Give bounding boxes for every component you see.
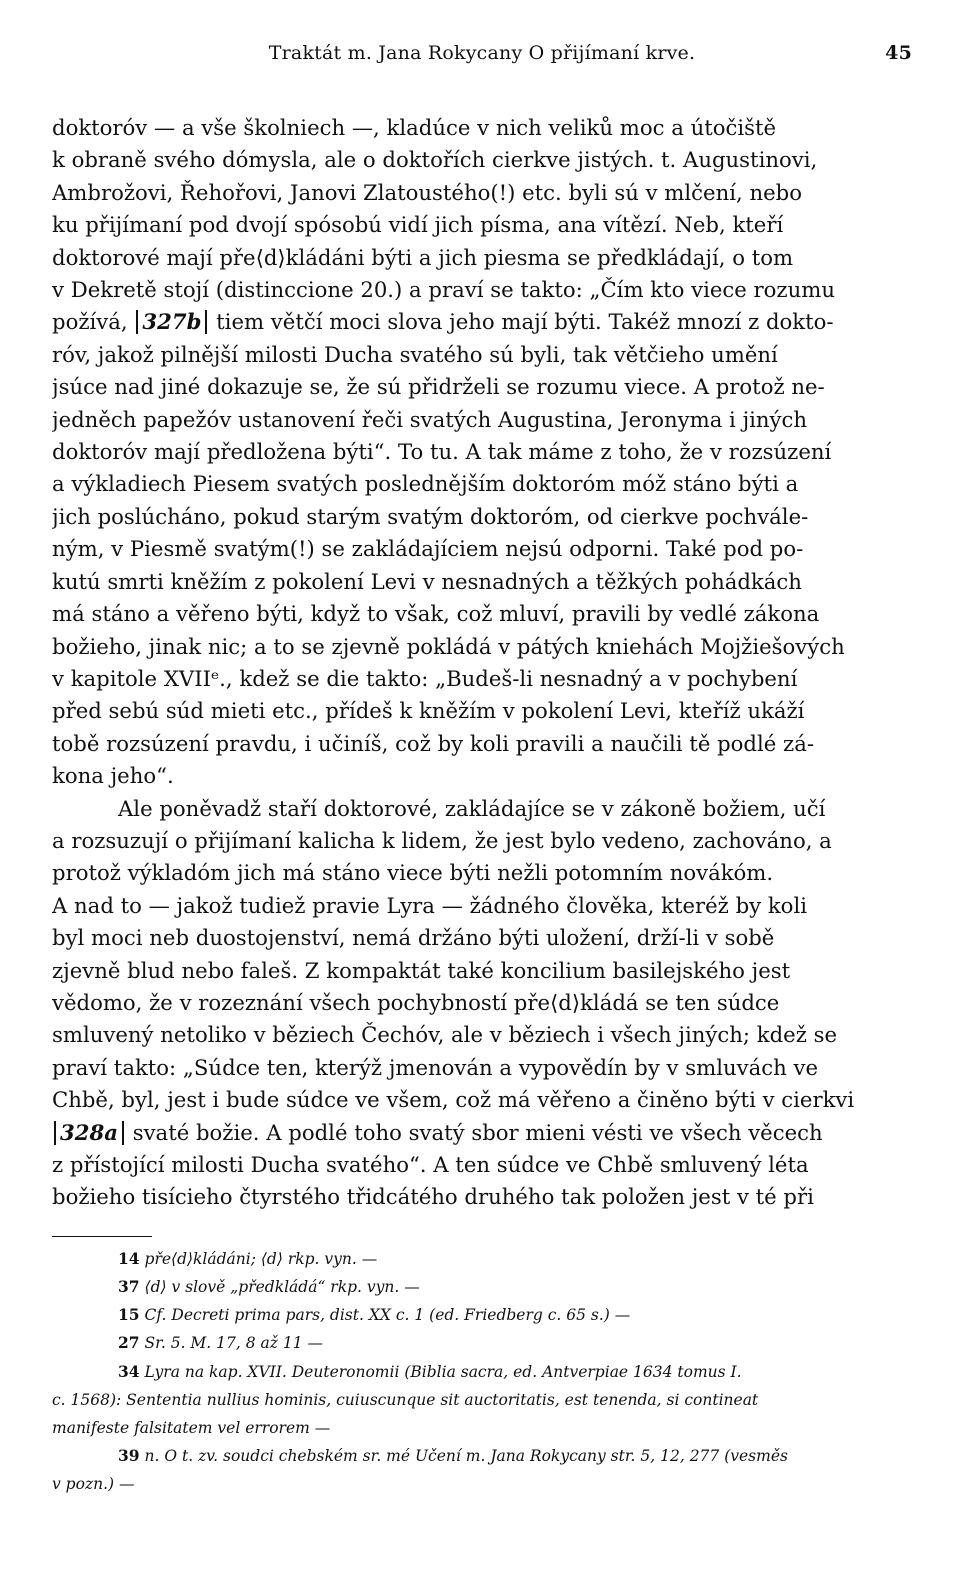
footnote-number: 37 [118,1277,140,1297]
text-line: róv, jakož pilnější milosti Ducha svatého sú byli, tak větčieho umění [52,341,778,367]
footnote-text: Lyra na kap. XVII. Deuteronomii (Biblia sacra, ed. Antverpiae 1634 tomus I. [144,1362,742,1381]
footnote-text: Sr. 5. M. 17, 8 až 11 — [144,1334,323,1353]
text-line: před sebú súd mieti etc., přídeš k kněžím v pokolení Levi, kteříž ukáží [52,698,805,724]
text-line: doktoróv — a vše školniech —, kladúce v nich veliků moc a útočiště [52,115,777,140]
footnote-divider [52,1236,152,1237]
footnote [52,1358,912,1386]
text-line: A nad to — jakož tudiež pravie Lyra — žádného člověka, kteréž by koli [52,892,807,918]
text-line: kona jeho“. [52,763,174,789]
footnote [52,1442,912,1470]
text-line [52,1117,912,1149]
footnote-continuation: c. 1568): Sententia nullius hominis, cuiuscunque sit auctoritatis, est tenenda, si contineat [52,1390,759,1409]
text-line: smluvený netoliko v běziech Čechóv, ale v běziech i všech jiných; kdež se [52,1022,838,1048]
running-header [52,36,912,76]
text-line: doktoróv mají předložena býti“. To tu. A tak máme z toho, že v rozsúzení [52,439,832,465]
text-line: a výkladiech Piesem svatých poslednějším doktoróm móž stáno býti a [52,471,799,497]
text-line: byl moci neb duostojenství, nemá držáno býti uložení, drží-li v sobě [52,925,775,951]
footnotes [52,1245,912,1499]
text-line: a rozsuzují o přijímaní kalicha k lidem, že jest bylo vedeno, zachováno, a [52,827,832,853]
text-line: tobě rozsúzení pravdu, i učiníš, což by koli pravili a naučili tě podlé zá- [52,730,814,756]
text-line: má stáno a věřeno býti, když to však, což mluví, pravili by vedlé zákona [52,601,820,627]
footnote-text: n. O t. zv. soudci chebském sr. mé Učení m. Jana Rokycany str. 5, 12, 277 (vesměs [144,1447,788,1466]
manuscript-folio-ref: 328a [54,1121,124,1145]
page-number: 45 [885,42,912,64]
manuscript-folio-ref: 327b [136,310,207,334]
text-line: jedněch papežóv ustanovení řeči svatých Augustina, Jeronyma i jiných [52,406,808,432]
text-line: z přístojící milosti Ducha svatého“. A ten súdce ve Chbě smluvený léta [52,1152,809,1177]
text-line: protož výkladóm jich má stáno viece býti nežli potomním novákóm. [52,860,774,886]
line-rest: tiem větčí moci slova jeho mají býti. Takéž mnozí z dokto- [216,309,834,335]
footnote-text: Cf. Decreti prima pars, dist. XX c. 1 (ed. Friedberg c. 65 s.) — [144,1306,631,1325]
text-line: kutú smrti kněžím z pokolení Levi v nesnadných a těžkých pohádkách [52,568,802,594]
footnote [52,1301,912,1329]
text-line: doktorové mají pře⟨d⟩kládáni býti a jich piesma se předkládají, o tom [52,244,794,270]
text-line: božieho, jinak nic; a to se zjevně pokládá v pátých kniehách Mojžiešových [52,633,845,659]
text-line: zjevně blud nebo faleš. Z kompaktát také koncilium basilejského jest [52,957,791,983]
text-line: jsúce nad jiné dokazuje se, že sú přidrželi se rozumu viece. A protož ne- [52,374,825,400]
footnote-text: ⟨d⟩ v slově „předkládá“ rkp. vyn. — [144,1278,420,1297]
paragraph-start-line: Ale poněvadž staří doktorové, zakládajíce se v zákoně božiem, učí [118,795,826,821]
text-line: ným, v Piesmě svatým(!) se zakládajíciem nejsú odporni. Také pod po- [52,536,804,562]
footnote-number: 27 [118,1333,140,1353]
text-line: vědomo, že v rozeznání všech pochybností pře⟨d⟩kládá se ten súdce [52,989,780,1015]
text-line: v Dekretě stojí (distinccione 20.) a praví se takto: „Čím kto viece rozumu [52,277,835,303]
footnote [52,1273,912,1301]
text-line: k obraně svého dómysla, ale o doktořích cierkve jistých. t. Augustinovi, [52,147,818,173]
footnote-number: 15 [118,1305,140,1325]
footnote-continuation: manifeste falsitatem vel errorem — [52,1419,331,1438]
line-rest: svaté božie. A podlé toho svatý sbor mieni vésti ve všech věcech [132,1119,823,1145]
footnote [52,1245,912,1273]
footnote-continuation: v pozn.) — [52,1475,135,1494]
text-line [52,306,912,338]
footnote-number: 34 [118,1361,140,1381]
text-line: praví takto: „Súdce ten, kterýž jmenován a vypovědín by v smluvách ve [52,1054,818,1080]
text-line: v kapitole XVIIᵉ., kdež se die takto: „Budeš-li nesnadný a v pochybení [52,665,798,691]
text-line: jich poslúcháno, pokud starým svatým doktoróm, od cierkve pochvále- [52,503,809,529]
text-line: božieho tisícieho čtyrstého třidcátého druhého tak položen jest v té při [52,1184,814,1210]
footnote-number: 39 [118,1446,140,1466]
line-prefix: požívá, [52,309,128,335]
text-line: Chbě, byl, jest i bude súdce ve všem, což má věřeno a činěno býti v cierkvi [52,1087,855,1113]
footnote-number: 14 [118,1248,140,1268]
footnote [52,1329,912,1357]
running-title: Traktát m. Jana Rokycany O přijímaní krve. [268,42,696,64]
footnote-text: pře⟨d⟩kládáni; ⟨d⟩ rkp. vyn. — [144,1249,378,1268]
main-text [52,112,912,1214]
page [52,36,912,1499]
text-line: Ambrožovi, Řehořovi, Janovi Zlatoustého(!) etc. byli sú v mlčení, nebo [52,179,802,205]
text-line: ku přijímaní pod dvojí spósobú vidí jich písma, ana vítězí. Neb, kteří [52,212,784,238]
